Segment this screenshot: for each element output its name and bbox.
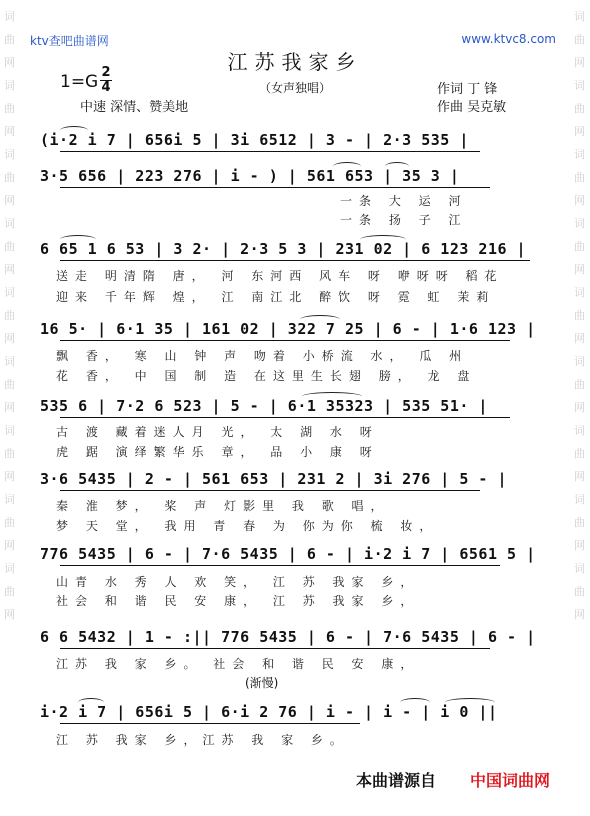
watermark-glyph: 词 [574,217,585,230]
slur-mark [60,235,96,244]
notation-line-9: i·2 i 7 | 656i 5 | 6·i 2 76 | i - | i - | i 0 || [40,703,498,721]
notation-line-5: 535 6 | 7·2 6 523 | 5 - | 6·1 35323 | 535 51· | [40,397,488,415]
watermark-glyph: 曲 [574,240,585,253]
watermark-glyph: 曲 [4,240,15,253]
watermark-glyph: 曲 [4,378,15,391]
beam-underline [60,723,360,724]
watermark-glyph: 网 [4,332,15,345]
watermark-glyph: 曲 [574,447,585,460]
watermark-glyph: 词 [4,148,15,161]
watermark-glyph: 词 [574,79,585,92]
watermark-glyph: 词 [574,148,585,161]
watermark-glyph: 网 [4,263,15,276]
slur-mark [333,162,361,171]
watermark-glyph: 网 [4,401,15,414]
beam-underline [60,340,510,341]
watermark-glyph: 词 [574,424,585,437]
ritardando-marking: (渐慢) [245,676,279,690]
site-header-right[interactable]: www.ktvc8.com [461,32,556,46]
watermark-glyph: 网 [574,401,585,414]
lyric-line-7-verse-2: 社会 和 谐 民 安 康， 江 苏 我家 乡， [56,594,420,608]
slur-mark [400,698,430,707]
lyric-line-6-verse-2: 梦 天 堂， 我用 青 春 为 你为你 梳 妆， [56,519,439,533]
watermark-glyph: 词 [574,562,585,575]
watermark-glyph: 词 [574,493,585,506]
watermark-glyph: 网 [574,263,585,276]
watermark-glyph: 网 [4,608,15,621]
watermark-glyph: 曲 [574,33,585,46]
slur-mark [445,698,495,707]
watermark-glyph: 曲 [4,309,15,322]
source-label: 本曲谱源自 [356,771,437,790]
watermark-glyph: 网 [574,608,585,621]
watermark-glyph: 词 [4,286,15,299]
beam-underline [60,565,500,566]
notation-line-8: 6 6 5432 | 1 - :|| 776 5435 | 6 - | 7·6 5435 | 6 - | [40,628,536,646]
notation-line-3: 6 65 1 6 53 | 3 2· | 2·3 5 3 | 231 02 | 6 123 216 | [40,240,527,258]
lyric-line-5-verse-2: 虎 踞 演绎繁华乐 章， 品 小 康 呀 [56,445,379,459]
watermark-glyph: 曲 [574,516,585,529]
slur-mark [360,235,406,244]
slur-mark [78,698,104,707]
watermark-glyph: 网 [574,539,585,552]
notation-line-6: 3·6 5435 | 2 - | 561 653 | 231 2 | 3i 276 | 5 - | [40,470,508,488]
watermark-glyph: 词 [574,286,585,299]
site-header-left[interactable]: ktv查吧曲谱网 [30,34,109,48]
composer-credit: 作曲 吴克敏 [437,100,507,115]
tempo-marking: 中速 深情、赞美地 [80,100,189,115]
watermark-glyph: 曲 [574,102,585,115]
watermark-glyph: 曲 [4,33,15,46]
lyric-line-6-verse-1: 秦 淮 梦， 桨 声 灯影里 我 歌 唱， [56,499,390,513]
watermark-left [4,10,18,631]
watermark-glyph: 词 [4,217,15,230]
notation-line-4: 16 5· | 6·1 35 | 161 02 | 322 7 25 | 6 - | 1·6 123 | [40,320,536,338]
watermark-glyph: 词 [4,562,15,575]
watermark-glyph: 词 [4,355,15,368]
lyric-line-8: 江苏 我 家 乡。 社会 和 谐 民 安 康， [56,657,420,671]
watermark-glyph: 曲 [4,516,15,529]
lyric-line-5-verse-1: 古 渡 藏着迷人月 光， 太 湖 水 呀 [56,425,379,439]
watermark-glyph: 网 [4,56,15,69]
watermark-glyph: 网 [4,470,15,483]
watermark-glyph: 网 [4,539,15,552]
slur-mark [60,126,88,135]
watermark-glyph: 词 [4,493,15,506]
performance-note: （女声独唱） [258,81,331,95]
watermark-glyph: 词 [4,79,15,92]
beam-underline [60,417,510,418]
lyric-line-2-verse-2: 一条 扬 子 江 [340,213,468,227]
watermark-glyph: 曲 [4,171,15,184]
lyric-line-4-verse-2: 花 香， 中 国 制 造 在这里生长翅 膀， 龙 盘 [56,369,477,383]
lyric-line-3-verse-2: 迎来 千年辉 煌， 江 南江北 醉饮 呀 霓 虹 茉莉 [56,290,496,304]
beam-underline [60,648,490,649]
beam-underline [60,187,490,188]
lyric-line-7-verse-1: 山青 水 秀 人 欢 笑， 江 苏 我家 乡， [56,575,420,589]
notation-line-2: 3·5 656 | 223 276 | i - ) | 561 653 | 35 3 | [40,167,460,185]
time-signature-top: 2 [101,65,111,80]
watermark-glyph: 曲 [4,447,15,460]
watermark-glyph: 曲 [4,102,15,115]
notation-line-7: 776 5435 | 6 - | 7·6 5435 | 6 - | i·2 i 7 | 6561 5 | [40,545,536,563]
watermark-glyph: 曲 [574,171,585,184]
slur-mark [385,162,409,171]
lyric-line-3-verse-1: 送走 明清隋 唐， 河 东河西 风车 呀 咿呀呀 稻花 [56,269,504,283]
watermark-glyph: 网 [574,470,585,483]
watermark-glyph: 曲 [574,378,585,391]
slur-mark [300,315,340,324]
key-signature: 1=G [60,72,99,92]
beam-underline [60,151,480,152]
watermark-glyph: 词 [574,355,585,368]
lyric-line-4-verse-1: 飘 香， 寒 山 钟 声 吻着 小桥流 水， 瓜 州 [56,349,469,363]
watermark-glyph: 网 [4,125,15,138]
watermark-glyph: 网 [4,194,15,207]
watermark-glyph: 网 [574,56,585,69]
watermark-glyph: 词 [574,10,585,23]
watermark-glyph: 网 [574,194,585,207]
watermark-right [574,10,588,631]
watermark-glyph: 网 [574,332,585,345]
beam-underline [60,490,480,491]
notation-line-1: (i·2 i 7 | 656i 5 | 3i 6512 | 3 - | 2·3 535 | [40,131,469,149]
lyric-line-2-verse-1: 一条 大 运 河 [340,194,468,208]
watermark-glyph: 词 [4,424,15,437]
time-signature-bottom: 4 [101,80,111,95]
slur-mark [302,392,362,401]
watermark-glyph: 曲 [574,309,585,322]
lyric-line-9: 江 苏 我家 乡，江苏 我 家 乡。 [56,733,349,747]
source-site-link[interactable]: 中国词曲网 [470,771,551,790]
lyricist-credit: 作词 丁 锋 [437,82,498,97]
watermark-glyph: 曲 [574,585,585,598]
watermark-glyph: 词 [4,10,15,23]
song-title: 江苏我家乡 [227,50,363,74]
watermark-glyph: 网 [574,125,585,138]
watermark-glyph: 曲 [4,585,15,598]
beam-underline [60,260,530,261]
